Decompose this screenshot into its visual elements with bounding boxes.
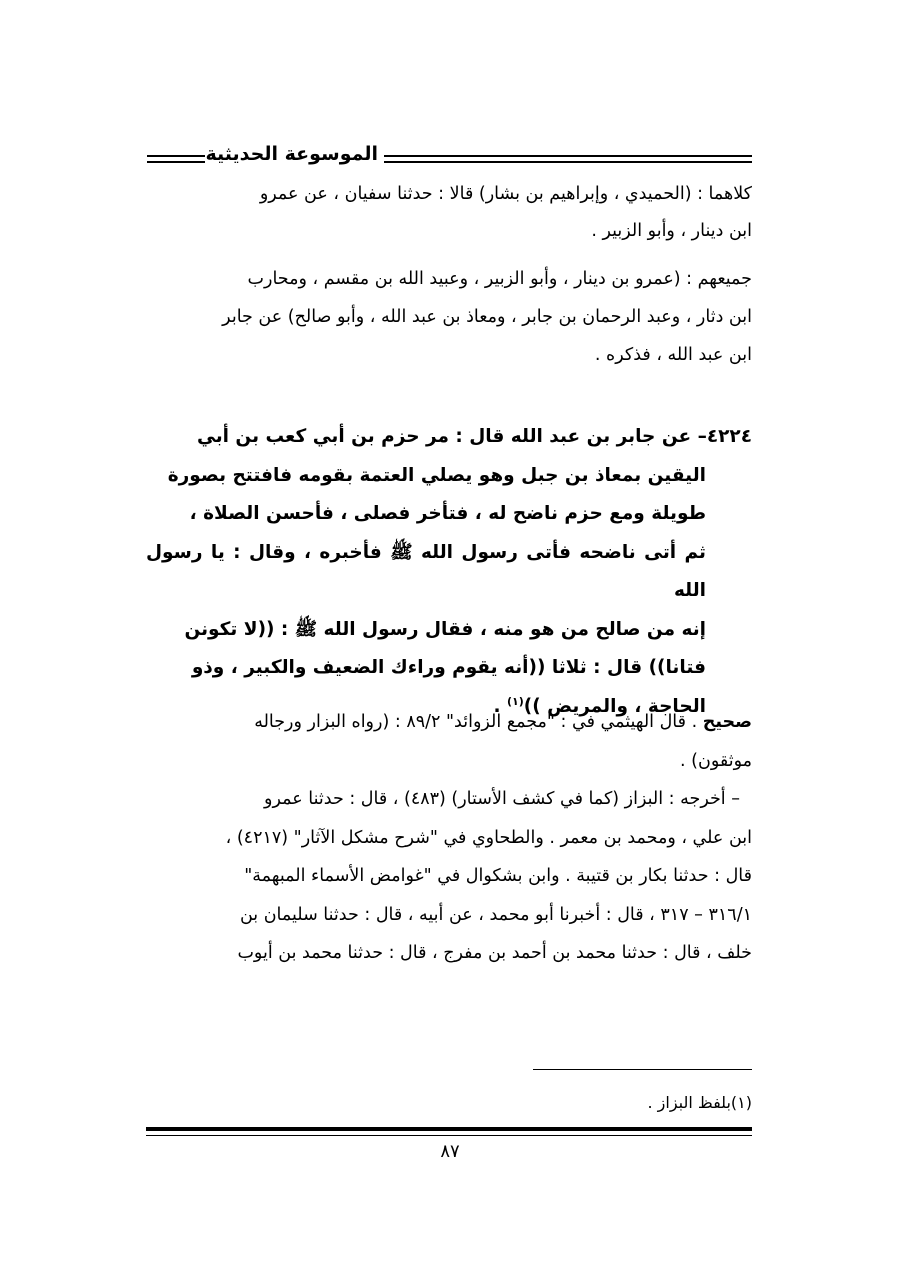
grading-paragraph (146, 703, 752, 781)
text-line: جميعهم : (عمرو بن دينار ، وأبو الزبير ، وعبيد الله بن مقسم ، ومحارب (247, 269, 752, 289)
header-rule-right-top (384, 155, 752, 157)
text-line: . (493, 695, 507, 717)
text-line: اليقين بمعاذ بن جبل وهو يصلي العتمة بقومه فافتتح بصورة (167, 464, 706, 486)
footnote-separator (533, 1069, 752, 1070)
text-line: موثقون) . (680, 751, 752, 771)
footer-rule-thin (146, 1135, 752, 1136)
text-line: – أخرجه : البزاز (كما في كشف الأستار) (٤٨٣) ، قال : حدثنا عمرو (264, 789, 740, 809)
text-line: ابن دثار ، وعبد الرحمان بن جابر ، ومعاذ بن عبد الله ، وأبو صالح) عن جابر (222, 307, 752, 327)
header-rule-left-bottom (147, 161, 205, 163)
grading-label: صحيح (702, 712, 752, 732)
footnote-reference: (١) (506, 694, 524, 708)
paragraph-chain-2 (146, 260, 752, 374)
footer-rule-thick (146, 1127, 752, 1131)
hadith-continuation (146, 457, 706, 727)
text-line: ثم أتى ناضحه فأتى رسول الله ﷺ فأخبره ، وقال : يا رسول الله (146, 541, 706, 601)
text-line: فتانا)) قال : ثلاثا ((أنه يقوم وراءك الضعيف والكبير ، وذو (191, 657, 706, 678)
text-line: خلف ، قال : حدثنا محمد بن أحمد بن مفرج ، قال : حدثنا محمد بن أيوب (237, 943, 752, 963)
text-line: ابن علي ، ومحمد بن معمر . والطحاوي في "شرح مشكل الآثار" (٤٢١٧) ، (225, 827, 752, 848)
hadith-number: ٤٢٢٤– (697, 426, 752, 447)
text-line: ٣١٦/١ – ٣١٧ ، قال : أخبرنا أبو محمد ، عن أبيه ، قال : حدثنا سليمان بن (239, 904, 752, 925)
text-line: الحاجة ، والمريض )) (523, 695, 706, 717)
page-number: ٨٧ (440, 1141, 460, 1162)
grading-first-line (146, 703, 752, 742)
footnote: (١)بلفظ البزاز . (647, 1093, 752, 1112)
text-line: ابن دينار ، وأبو الزبير . (591, 221, 752, 241)
text-line: إنه من صالح من هو منه ، فقال رسول الله ﷺ : ((لا تكونن (184, 618, 706, 640)
paragraph-chain-1 (146, 176, 752, 250)
text-line: . قال الهيثمي في : "مجمع الزوائد" ٨٩/٢ : (رواه البزار ورجاله (254, 712, 698, 732)
text-line: قال : حدثنا بكار بن قتيبة . وابن بشكوال في "غوامض الأسماء المبهمة" (244, 866, 752, 886)
hadith-first-line (146, 418, 752, 457)
text-line: عن جابر بن عبد الله قال : مر حزم بن أبي كعب بن أبي (196, 426, 692, 447)
text-line: ابن عبد الله ، فذكره . (594, 345, 752, 365)
header-rule-right-bottom (384, 161, 752, 163)
takhrij-paragraph (146, 780, 752, 973)
text-line: طويلة ومع حزم ناضح له ، فتأخر فصلى ، فأحسن الصلاة ، (189, 503, 706, 524)
hadith-text (146, 418, 752, 726)
text-line: كلاهما : (الحميدي ، وإبراهيم بن بشار) قالا : حدثنا سفيان ، عن عمرو (259, 184, 752, 204)
header-rule-left-top (147, 155, 205, 157)
running-header-title: الموسوعة الحديثية (205, 143, 378, 165)
